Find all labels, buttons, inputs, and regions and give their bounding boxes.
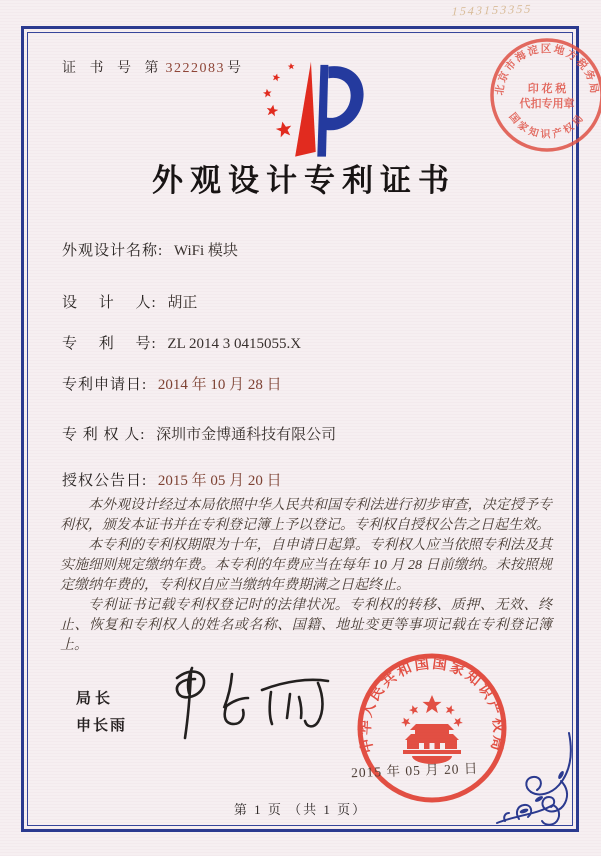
svg-text:国家知识产权局 [506, 110, 587, 141]
grant-date-overlay: 2015 年 05 月 20 日 [350, 760, 479, 781]
certificate-number-line [62, 57, 246, 77]
field-designer [62, 291, 197, 312]
field-label: 授权公告日: [62, 473, 148, 489]
field-patent-number [62, 332, 301, 353]
field-value: 2015 年 05 月 20 日 [157, 473, 282, 489]
field-filing-date [62, 373, 282, 394]
tax-stamp-center-line2: 代扣专用章 [519, 98, 575, 110]
national-emblem-icon [399, 695, 464, 764]
commissioner-signature-script [166, 660, 344, 756]
field-label: 专利申请日: [62, 377, 148, 393]
certificate-body-text [60, 496, 552, 656]
corner-flourish-ornament [491, 731, 579, 831]
commissioner-name: 申长雨 [76, 718, 128, 734]
field-design-name [62, 239, 238, 260]
tax-stamp-center-line1: 印 花 税 [527, 83, 567, 95]
certificate-number-prefix: 证 书 号 第 [62, 61, 164, 76]
field-label: 专 利 号: [62, 336, 157, 352]
field-grant-date [62, 469, 282, 490]
certificate-number-value: 3222083 [165, 61, 225, 76]
field-value: ZL 2014 3 0415055.X [167, 336, 302, 352]
faint-handwriting-artifact: 1543153355 [450, 1, 534, 19]
tax-stamp-arc-bottom: 国家知识产权局 [506, 111, 588, 141]
seal-ring-text: 中华人民共和国国家知识产权局 [357, 655, 507, 755]
sipo-official-seal [355, 651, 509, 805]
field-label: 外观设计名称: [62, 243, 164, 259]
body-paragraph-3: 专利证书记载专利权登记时的法律状况。专利权的转移、质押、无效、终止、恢复和专利权人的姓名或名称、国籍、地址变更等事项记载在专利登记簿上。 [60, 598, 552, 653]
field-patentee [62, 423, 336, 444]
field-label: 设 计 人: [62, 295, 157, 311]
body-paragraph-2: 本专利的专利权期限为十年，自申请日起算。专利权人应当依照专利法及其实施细则规定缴纳年费。本专利的年费应当在每年 10 月 28 日前缴纳。未按照规定缴纳年费的，专利权自应当缴纳年费期满之日起终止。 [60, 538, 552, 593]
commissioner-role-label: 局长 [76, 691, 115, 707]
field-label: 专 利 权 人: [62, 427, 146, 443]
certificate-number-suffix: 号 [227, 61, 246, 76]
tax-withholding-stamp [487, 35, 601, 155]
field-value: 胡正 [167, 295, 198, 311]
field-value: WiFi 模块 [173, 243, 238, 259]
field-value: 深圳市金博通科技有限公司 [156, 427, 337, 443]
sipo-logo-icon [247, 57, 367, 163]
tax-stamp-arc-top: 北京市海淀区地方税务局 [494, 43, 600, 97]
body-paragraph-1: 本外观设计经过本局依照中华人民共和国专利法进行初步审查，决定授予专利权，颁发本证书并在专利登记簿上予以登记。专利权自授权公告之日起生效。 [60, 498, 552, 533]
certificate-title: 外观设计专利证书 [152, 163, 456, 198]
field-value: 2014 年 10 月 28 日 [157, 377, 282, 393]
page-indicator: 第 1 页 （共 1 页） [233, 802, 368, 817]
